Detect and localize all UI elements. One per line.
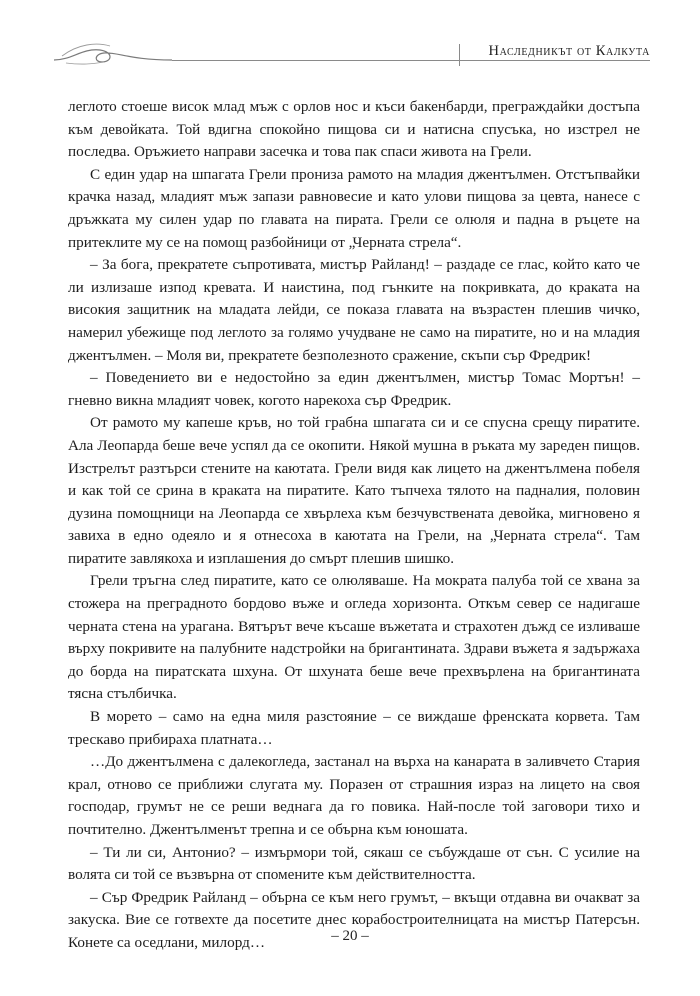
paragraph: – Ти ли си, Антонио? – измърмори той, сякаш се събуждаше от сън. С усилие на волята си той се възвърна от спомените към действителността. bbox=[68, 843, 640, 884]
running-title: Наследникът от Калкута bbox=[488, 43, 650, 59]
paragraph: – Поведението ви е недостойно за един джентълмен, мистър Томас Мортън! – гневно викна младият човек, когото нарекоха сър Фредрик. bbox=[68, 369, 640, 409]
paragraph: – За бога, прекратете съпротивата, мистър Райланд! – раздаде се глас, който като че ли излизаше изпод кревата. И наистина, под гънките на покривката, до краката на високия защитник на младата лейди, се показа главата на възрастен плешив чичко, намерил убежище под леглото за голямо учудване не само на пиратите, но и на младия джентълмен. – Моля ви, прекратете безполезното сражение, скъпи сър Фредрик! bbox=[68, 256, 640, 364]
paragraph: С един удар на шпагата Грели прониза рамото на младия джентълмен. Отстъпвайки крачка назад, младият мъж запази равновесие и като улови пищова за цевта, нанесе с дръжката му силен удар по главата на пирата. Грели се олюля и падна в ръцете на притеклите му се на помощ разбойници от „Черната стрела“. bbox=[68, 165, 640, 251]
paragraph: леглото стоеше висок млад мъж с орлов нос и къси бакенбарди, преграждайки достъпа към девойката. Той вдигна спокойно пищова си и натисна спусъка, но изстрел не последва. Оръжието направи засечка и това пак спаси живота на Грели. bbox=[68, 98, 640, 161]
paragraph: Грели тръгна след пиратите, като се олюляваше. На мократа палуба той се хвана за стожера на преградното бордово въже и огледа хоризонта. Откъм север се надигаше черната стена на урагана. Вятърът вече късаше въжетата и страхотен дъжд се изливаше върху покривите на палубните надстройки на бригантината. Здрави въжета я задържаха до борда на пиратската шхуна. От шхуната беше вече прехвърлена на бригантината тясна стълбичка. bbox=[68, 572, 640, 703]
running-header bbox=[52, 38, 650, 70]
paragraph: В морето – само на една миля разстояние – се виждаше френската корвета. Там трескаво прибираха платната… bbox=[68, 708, 640, 748]
header-rule bbox=[172, 60, 650, 61]
page-number: – 20 – bbox=[331, 928, 369, 944]
body-text bbox=[68, 96, 640, 955]
paragraph: – Сър Фредрик Райланд – обърна се към него грумът, – вкъщи отдавна ви очакват за закуска. Вие се готвехте да посетите днес корабостроителницата на мистър Патерсън. Конете са оседлани, милорд… bbox=[68, 888, 640, 951]
paragraph: …До джентълмена с далекогледа, застанал на върха на канарата в заливчето Стария крал, отново се приближи слугата му. Поразен от страшния израз на лицето на своя господар, грумът не се реши веднага да го повика. Най-после той заговори тихо и почтително. Джентълменът трепна и се обърна към юношата. bbox=[68, 753, 640, 838]
header-separator bbox=[459, 44, 460, 66]
flourish-ornament-icon bbox=[52, 38, 172, 68]
paragraph: От рамото му капеше кръв, но той грабна шпагата си и се спусна срещу пиратите. Ала Леопарда беше вече успял да се окопити. Някой мушна в ръката му зареден пищов. Изстрелът разтърси стените на каютата. Грели видя как лицето на джентълмена побеля и как той се срина в краката на пиратите. Като тъпчеха тялото на падналия, половин дузина помощници на Леопарда се хвърлеха към безчувствената девойка, мигновено я завиха в едно одеяло и я отнесоха в каютата на Грели, на „Черната стрела“. Там пиратите завлякоха и изплашения до смърт плешив шишко. bbox=[68, 414, 640, 567]
